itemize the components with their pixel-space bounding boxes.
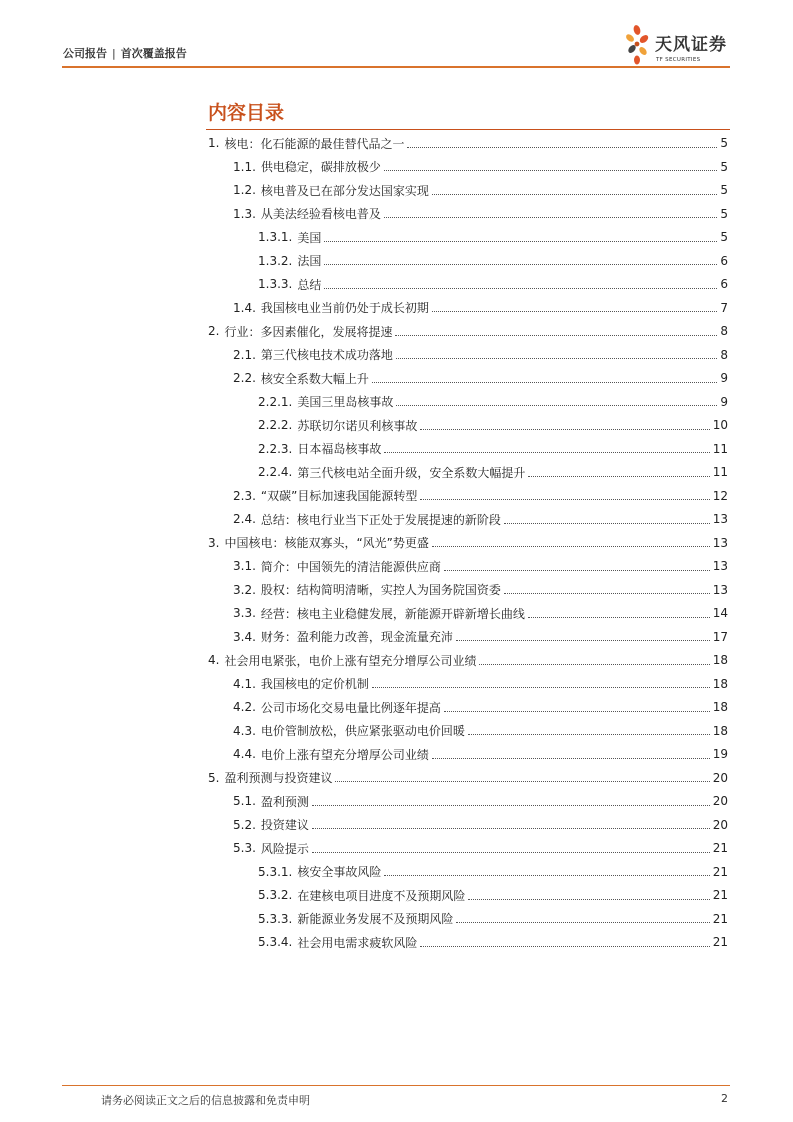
toc-entry-title: 从美法经验看核电普及 [260,207,381,221]
toc-dot-leader [395,335,717,336]
toc-entry-title: 风险提示 [260,841,309,856]
toc-entry-number: 1.3.3. [258,277,293,291]
toc-entry-page: 17 [712,629,728,644]
toc-entry-number: 4.4. [233,747,256,761]
toc-entry-number: 2.2.4. [258,465,293,479]
toc-entry-title: 经营：核电主业稳健发展，新能源开辟新增长曲线 [260,606,525,621]
toc-entry-page: 20 [712,817,728,832]
toc-entry-page: 14 [712,606,728,620]
toc-entry[interactable] [233,695,728,719]
toc-dot-leader [504,523,710,524]
toc-entry[interactable] [233,601,728,625]
toc-entry-page: 18 [712,653,728,667]
toc-entry-number: 2.2.2. [258,418,293,432]
toc-entry-number: 2.4. [233,512,256,526]
toc-entry-number: 4.2. [233,700,256,714]
toc-entry-page: 20 [712,770,728,785]
toc-entry-title: 供电稳定，碳排放极少 [260,160,381,174]
toc-dot-leader [456,922,709,923]
company-logo [623,24,733,68]
logo-name-en: TF SECURITIES [656,57,701,63]
toc-dot-leader [324,241,717,242]
toc-entry[interactable] [233,296,728,320]
toc-entry[interactable] [208,766,728,790]
toc-entry[interactable] [233,554,728,578]
toc-entry-title: 苏联切尔诺贝利核事故 [297,418,418,433]
toc-entry-page: 5 [720,206,728,221]
toc-entry-number: 5.1. [233,794,256,808]
toc-entry-title: 总结：核电行业当下正处于发展提速的新阶段 [260,512,501,527]
toc-entry-title: 核电：化石能源的最佳替代品之一 [224,136,405,151]
toc-entry-title: 在建核电项目进度不及预期风险 [297,888,466,903]
toc-entry-page: 13 [712,582,728,597]
toc-entry-page: 10 [712,418,728,432]
toc-entry-number: 5.3. [233,841,256,855]
toc-entry-title: 核安全系数大幅上升 [260,371,369,386]
toc-entry-number: 5.3.1. [258,864,293,879]
toc-entry[interactable] [233,836,728,860]
toc-entry[interactable] [233,789,728,813]
toc-entry[interactable] [233,484,728,508]
toc-entry-title: 第三代核电技术成功落地 [260,348,393,362]
toc-dot-leader [312,805,710,806]
toc-entry-number: 2.1. [233,347,256,362]
toc-dot-leader [432,194,717,195]
flower-logo-icon [623,24,653,66]
toc-entry-page: 9 [720,394,728,409]
toc-entry-page: 8 [720,347,728,362]
toc-entry-page: 18 [712,723,728,738]
toc-entry[interactable] [233,343,728,367]
toc-entry-page: 18 [712,676,728,691]
toc-entry-page: 5 [720,159,728,174]
toc-entry-title: 电价管制放松，供应紧张驱动电价回暖 [260,724,465,738]
toc-entry-title: 中国核电：核能双寡头，“风光”势更盛 [224,536,429,550]
toc-dot-leader [468,899,709,900]
toc-entry[interactable] [233,155,728,179]
toc-entry-page: 7 [720,300,728,315]
toc-dot-leader [528,617,710,618]
toc-entry[interactable] [258,860,728,884]
toc-dot-leader [456,640,710,641]
toc-dot-leader [384,217,717,218]
toc-entry-page: 12 [712,488,728,503]
toc-entry-title: 盈利预测 [260,794,309,809]
toc-entry-page: 6 [720,277,728,291]
toc-entry[interactable] [233,625,728,649]
toc-entry-number: 3.4. [233,629,256,644]
toc-entry[interactable] [258,907,728,931]
toc-entry-title: 核电普及已在部分发达国家实现 [260,183,429,198]
toc-dot-leader [312,828,710,829]
toc-entry-page: 18 [712,700,728,714]
toc-entry[interactable] [233,507,728,531]
toc-dot-leader [384,452,709,453]
toc-entry[interactable] [208,531,728,555]
toc-title-underline [206,129,730,130]
toc-entry-number: 3.1. [233,559,256,573]
toc-entry-title: 简介：中国领先的清洁能源供应商 [260,559,441,574]
toc-entry-number: 5.2. [233,817,256,832]
toc-entry-page: 5 [720,230,728,244]
toc-entry[interactable] [233,578,728,602]
toc-entry-number: 1.3.1. [258,230,293,244]
toc-entry-number: 2.2.1. [258,394,293,409]
toc-entry[interactable] [258,460,728,484]
toc-entry-number: 2.2.3. [258,441,293,456]
toc-entry-title: 公司市场化交易电量比例逐年提高 [260,700,441,715]
header-category: 公司报告 [63,47,107,60]
toc-entry[interactable] [208,131,728,155]
toc-dot-leader [528,476,709,477]
toc-entry[interactable] [258,390,728,414]
toc-entry-number: 1. [208,136,220,150]
toc-dot-leader [504,593,710,594]
toc-dot-leader [407,147,717,148]
toc-entry-page: 9 [720,371,728,385]
toc-entry-title: 社会用电需求疲软风险 [297,935,418,950]
toc-entry-page: 5 [720,183,728,197]
toc-entry-title: 行业：多因素催化，发展将提速 [224,324,393,339]
toc-dot-leader [324,288,717,289]
toc-entry[interactable] [233,742,728,766]
toc-entry-title: 法国 [297,254,322,268]
header-breadcrumb [63,45,187,61]
toc-entry-number: 5. [208,770,220,785]
header-divider [62,66,730,68]
toc-dot-leader [420,499,709,500]
toc-entry-title: 电价上涨有望充分增厚公司业绩 [260,747,429,762]
toc-entry-page: 21 [712,935,728,949]
toc-entry-number: 1.2. [233,183,256,197]
toc-entry-number: 4. [208,653,220,667]
toc-entry[interactable] [233,366,728,390]
toc-dot-leader [312,852,710,853]
toc-entry[interactable] [258,883,728,907]
toc-title: 内容目录 [208,102,285,124]
toc-dot-leader [372,382,717,383]
toc-entry-title: 社会用电紧张，电价上涨有望充分增厚公司业绩 [224,653,477,668]
toc-entry-page: 13 [712,535,728,550]
toc-entry[interactable] [208,648,728,672]
toc-entry-number: 4.3. [233,723,256,738]
toc-entry[interactable] [258,272,728,296]
logo-name: 天风证券 [655,35,727,55]
toc-dot-leader [432,311,717,312]
toc-entry-page: 11 [712,465,728,479]
footer-disclaimer: 请务必阅读正文之后的信息披露和免责申明 [101,1094,310,1107]
toc-entry-title: 第三代核电站全面升级，安全系数大幅提升 [297,465,526,480]
toc-entry-title: 我国核电业当前仍处于成长初期 [260,301,429,315]
toc-entry-number: 3.3. [233,606,256,620]
toc-entry-number: 5.3.4. [258,935,293,949]
toc-dot-leader [335,781,709,782]
toc-dot-leader [468,734,710,735]
toc-entry-title: 日本福岛核事故 [297,442,382,456]
toc-entry-title: 投资建议 [260,818,309,832]
toc-entry-title: 总结 [297,277,322,292]
toc-entry-title: “双碳”目标加速我国能源转型 [260,489,418,503]
toc-entry-page: 20 [712,794,728,808]
toc-entry-title: 美国 [297,230,322,245]
header-report-type: 首次覆盖报告 [120,47,187,60]
toc-entry-page: 21 [712,911,728,926]
toc-entry-number: 3.2. [233,582,256,597]
toc-entry-number: 5.3.3. [258,911,293,926]
toc-entry-number: 5.3.2. [258,888,293,902]
toc-entry-number: 1.3.2. [258,253,293,268]
toc-dot-leader [384,170,717,171]
page-number: 2 [721,1092,728,1105]
footer-divider [62,1085,730,1086]
header-separator: | [112,47,116,60]
toc-dot-leader [479,664,709,665]
toc-entry[interactable] [233,672,728,696]
toc-dot-leader [396,358,717,359]
toc-entry[interactable] [233,719,728,743]
toc-entry[interactable] [233,178,728,202]
toc-entry-title: 美国三里岛核事故 [297,395,394,409]
toc-dot-leader [420,429,709,430]
toc-entry-title: 核安全事故风险 [297,865,382,879]
toc-dot-leader [444,570,710,571]
toc-entry-page: 8 [720,324,728,338]
toc-dot-leader [324,264,717,265]
toc-entry-title: 新能源业务发展不及预期风险 [297,912,454,926]
toc-entry-number: 1.4. [233,300,256,315]
toc-dot-leader [432,546,710,547]
toc-entry-page: 21 [712,841,728,855]
toc-entry-page: 11 [712,441,728,456]
toc-entry[interactable] [233,813,728,837]
toc-entry[interactable] [258,930,728,954]
toc-entry[interactable] [258,413,728,437]
toc-entry[interactable] [258,437,728,461]
toc-dot-leader [396,405,717,406]
toc-entry-number: 2. [208,324,220,338]
toc-entry-title: 盈利预测与投资建议 [224,771,333,785]
toc-dot-leader [372,687,710,688]
toc-entry[interactable] [208,319,728,343]
toc-entry-number: 4.1. [233,676,256,691]
toc-entry-number: 1.1. [233,159,256,174]
toc-dot-leader [384,875,709,876]
toc-entry[interactable] [233,202,728,226]
toc-entry[interactable] [258,225,728,249]
toc-entry[interactable] [258,249,728,273]
toc-dot-leader [444,711,710,712]
toc-dot-leader [420,946,709,947]
toc-entry-title: 我国核电的定价机制 [260,677,369,691]
toc-entry-page: 6 [720,253,728,268]
toc-entry-page: 21 [712,864,728,879]
toc-entry-page: 5 [720,136,728,150]
toc-entry-page: 21 [712,888,728,902]
toc-entry-page: 13 [712,559,728,573]
toc-entry-page: 13 [712,512,728,526]
toc-dot-leader [432,758,710,759]
toc-entry-number: 1.3. [233,206,256,221]
toc-entry-number: 2.3. [233,488,256,503]
toc-entry-title: 股权：结构简明清晰，实控人为国务院国资委 [260,583,501,597]
toc-entry-title: 财务：盈利能力改善，现金流量充沛 [260,630,453,644]
toc-entry-page: 19 [712,747,728,761]
toc-entry-number: 3. [208,535,220,550]
toc-entry-number: 2.2. [233,371,256,385]
